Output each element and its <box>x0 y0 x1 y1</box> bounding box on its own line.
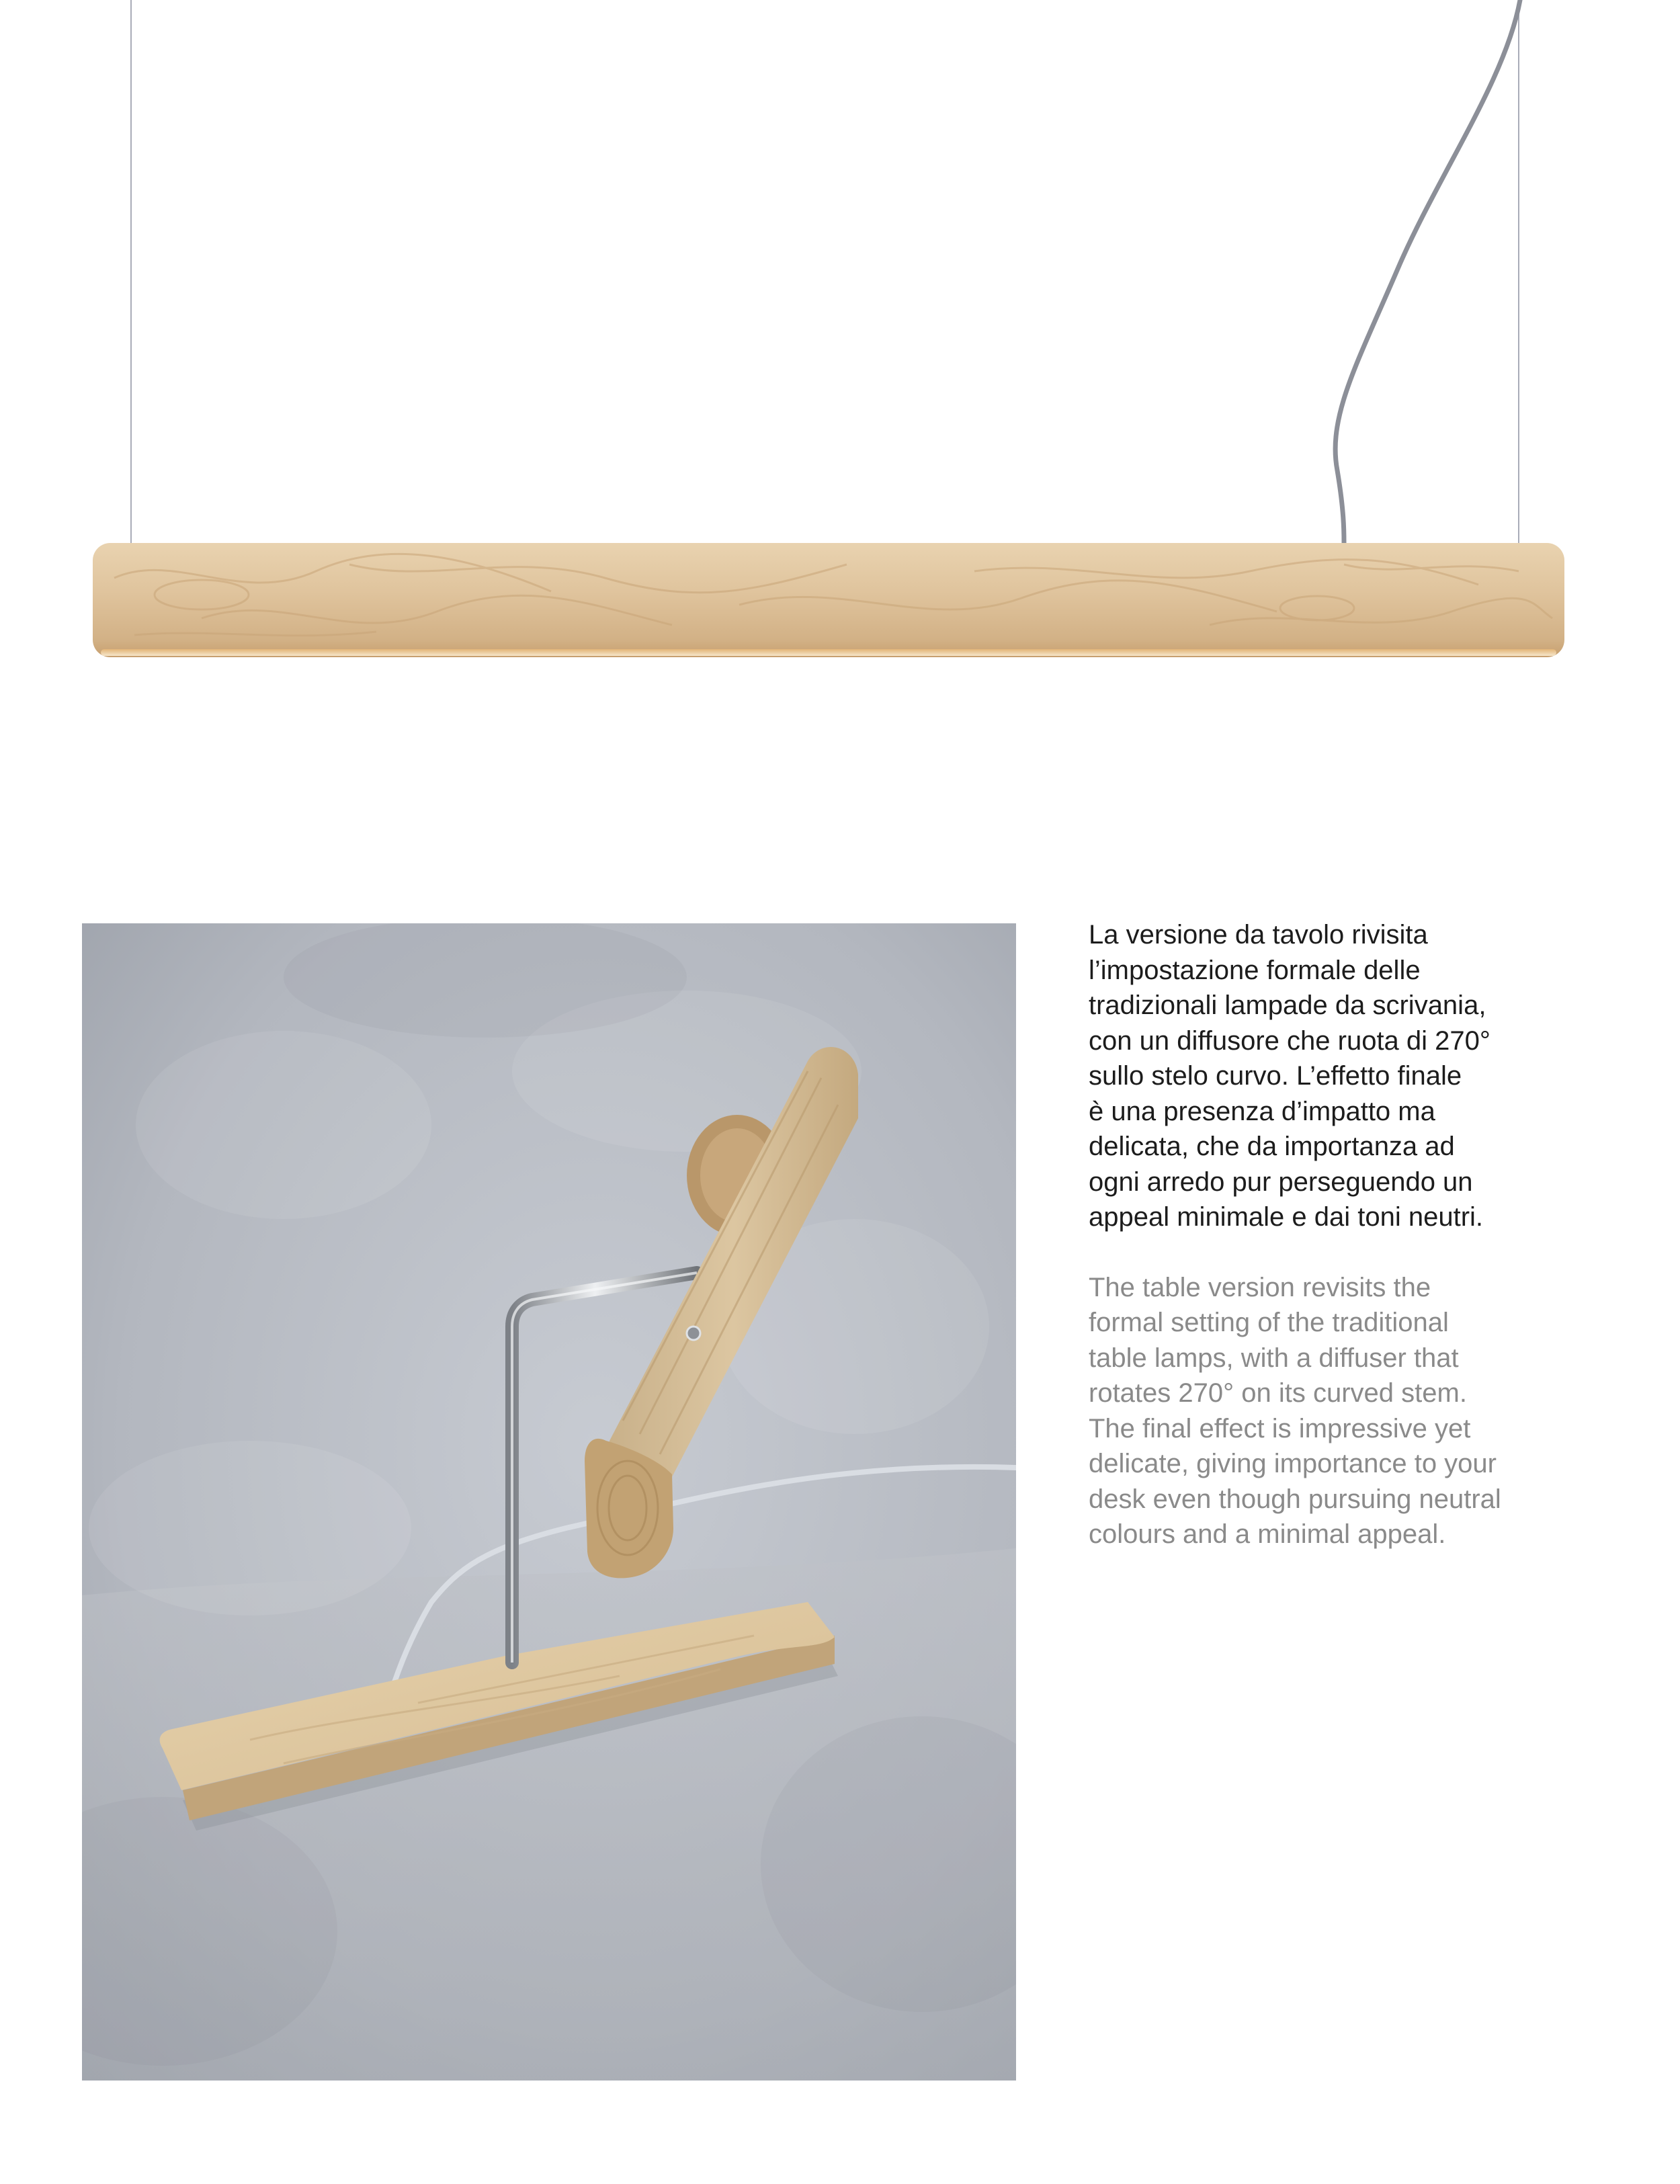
description-column <box>1089 917 1599 1552</box>
power-cable <box>1335 0 1520 543</box>
pendant-light-slot <box>101 649 1556 656</box>
description-italian: La versione da tavolo rivisita l’impostazione formale delle tradizionali lampade da scrivania, con un diffusore che ruota di 270° sullo stelo curvo. L’effetto finale è una presenza d’impatto ma delicata, che da importanza ad ogni arredo pur perseguendo un appeal minimale e dai toni neutri. <box>1089 920 1490 1232</box>
description-english: The table version revisits the formal setting of the traditional table lamps, with a diffuser that rotates 270° on its curved stem. The final effect is impressive yet delicate, giving importance to your desk even though pursuing neutral colours and a minimal appeal. <box>1089 1272 1501 1549</box>
pivot-screw <box>687 1327 700 1340</box>
pendant-lamp-photo <box>0 0 1680 739</box>
table-lamp-photo <box>82 923 1016 2081</box>
